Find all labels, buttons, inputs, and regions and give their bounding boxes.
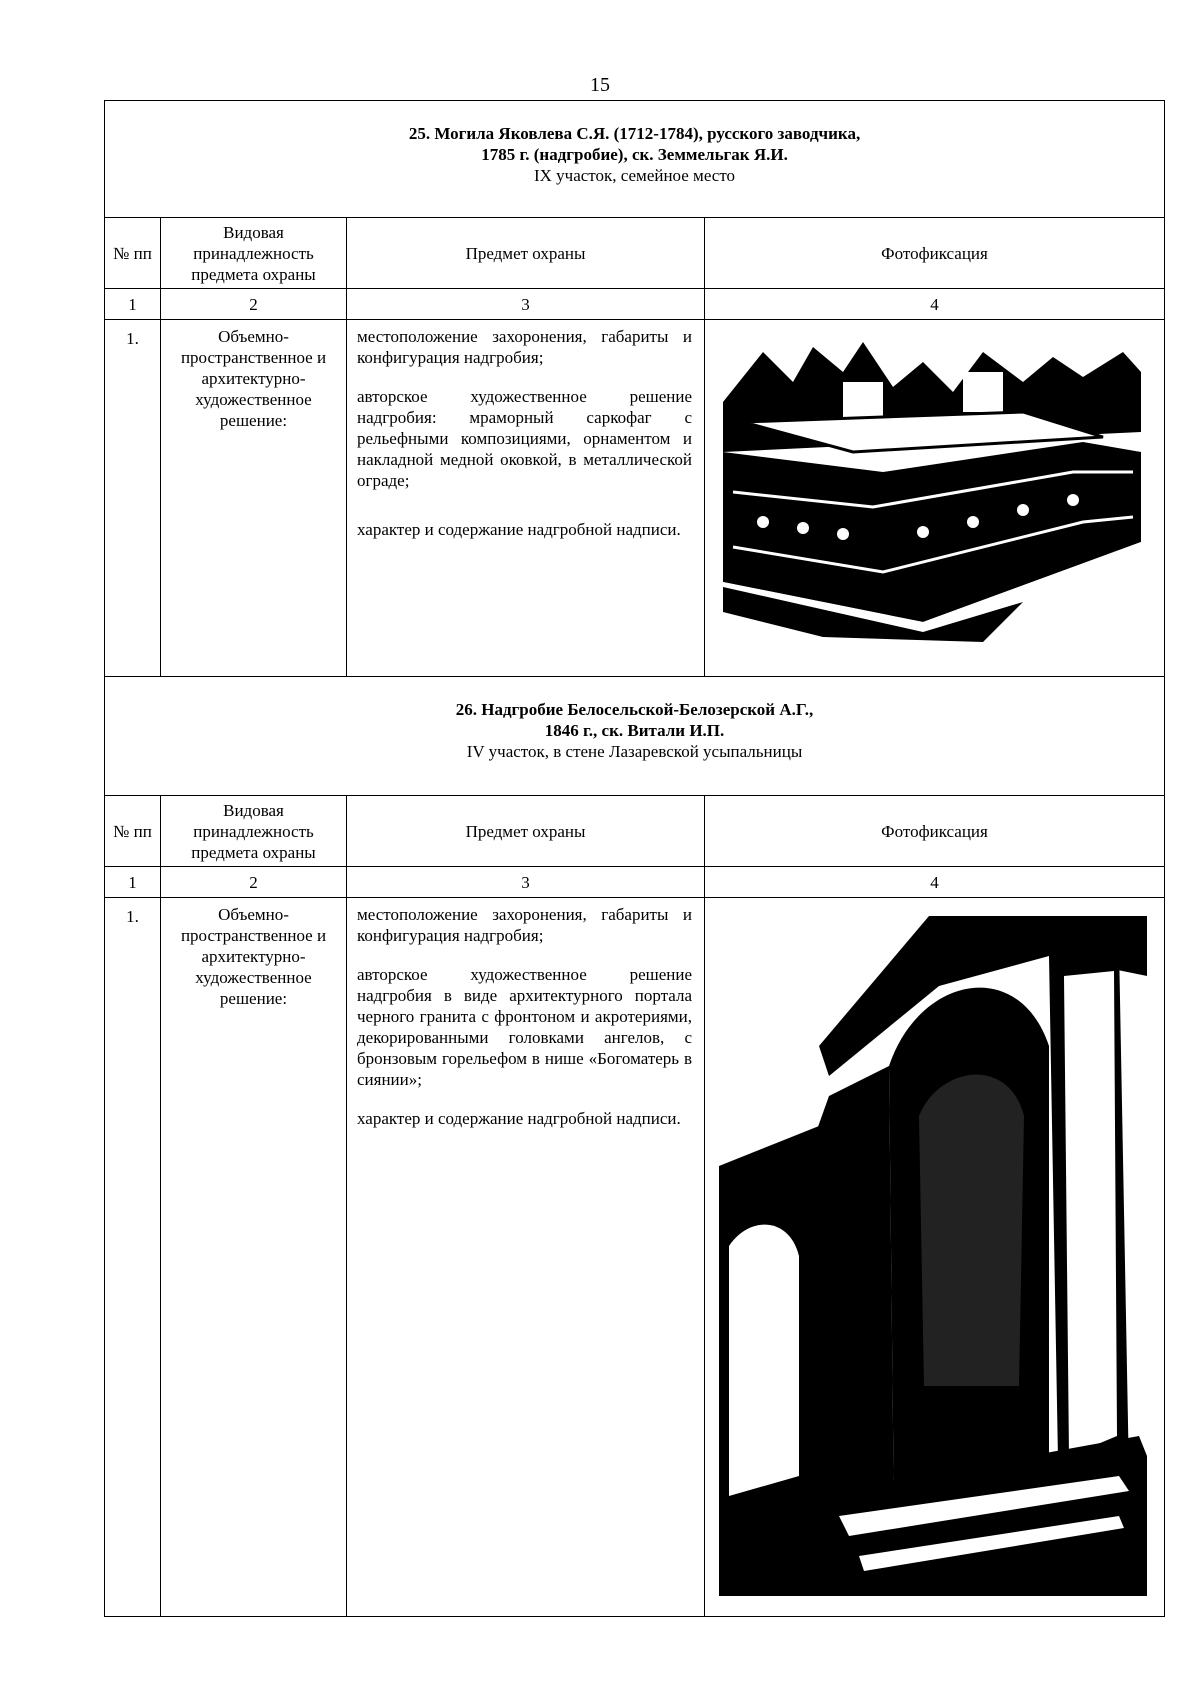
col-number: 3 <box>347 289 705 320</box>
subject-item: местоположение захоронения, габариты и конфигурация надгробия; <box>357 327 692 367</box>
header-photo: Фотофиксация <box>705 796 1165 867</box>
page-number: 15 <box>590 74 610 96</box>
table-row <box>105 320 1165 677</box>
header-num: № пп <box>105 796 161 867</box>
row-subject <box>347 320 705 677</box>
section-header <box>105 677 1165 796</box>
header-type: Видовая принадлежность предмета охраны <box>161 796 347 867</box>
column-header-row <box>105 218 1165 289</box>
header-num: № пп <box>105 218 161 289</box>
col-number: 1 <box>105 867 161 898</box>
col-number: 3 <box>347 867 705 898</box>
section-title-cell <box>105 677 1165 796</box>
row-type: Объемно-пространственное и архитектурно-художественное решение: <box>161 320 347 677</box>
header-photo: Фотофиксация <box>705 218 1165 289</box>
row-subject <box>347 898 705 1617</box>
header-type: Видовая принадлежность предмета охраны <box>161 218 347 289</box>
section-location: IV участок, в стене Лазаревской усыпальницы <box>466 742 803 761</box>
subject-item: авторское художественное решение надгробия: мраморный саркофаг с рельефными композициями, орнаментом и накладной медной оковкой, в металлической ограде; <box>357 387 692 490</box>
portal-niche-photo-icon <box>719 916 1147 1596</box>
subject-item: характер и содержание надгробной надписи. <box>357 520 681 539</box>
row-photo <box>705 320 1165 677</box>
header-subject: Предмет охраны <box>347 796 705 867</box>
row-number: 1. <box>105 320 161 677</box>
header-subject: Предмет охраны <box>347 218 705 289</box>
monument-table <box>104 100 1165 1617</box>
section-title: 26. Надгробие Белосельской-Белозерской А.Г., <box>455 700 814 719</box>
col-number: 4 <box>705 867 1165 898</box>
section-title-cell <box>105 101 1165 218</box>
col-number: 2 <box>161 867 347 898</box>
column-number-row <box>105 289 1165 320</box>
section-title-line2: 1785 г. (надгробие), ск. Земмельгак Я.И. <box>481 145 788 164</box>
row-number: 1. <box>105 898 161 1617</box>
col-number: 1 <box>105 289 161 320</box>
subject-item: местоположение захоронения, габариты и конфигурация надгробия; <box>357 905 692 945</box>
col-number: 2 <box>161 289 347 320</box>
section-title-line2: 1846 г., ск. Витали И.П. <box>544 721 725 740</box>
subject-item: авторское художественное решение надгробия в виде архитектурного портала черного гранита с фронтоном и акротериями, декорированными головками ангелов, с бронзовым горельефом в нише «Богоматерь в сиянии»; <box>357 965 692 1089</box>
table-row <box>105 898 1165 1617</box>
section-title: 25. Могила Яковлева С.Я. (1712-1784), русского заводчика, <box>408 124 861 143</box>
row-type: Объемно-пространственное и архитектурно-художественное решение: <box>161 898 347 1617</box>
subject-item: характер и содержание надгробной надписи. <box>357 1109 681 1128</box>
row-photo <box>705 898 1165 1617</box>
section-location: IX участок, семейное место <box>533 166 736 185</box>
column-header-row <box>105 796 1165 867</box>
column-number-row <box>105 867 1165 898</box>
section-header <box>105 101 1165 218</box>
grave-fence-photo-icon <box>723 342 1141 652</box>
col-number: 4 <box>705 289 1165 320</box>
